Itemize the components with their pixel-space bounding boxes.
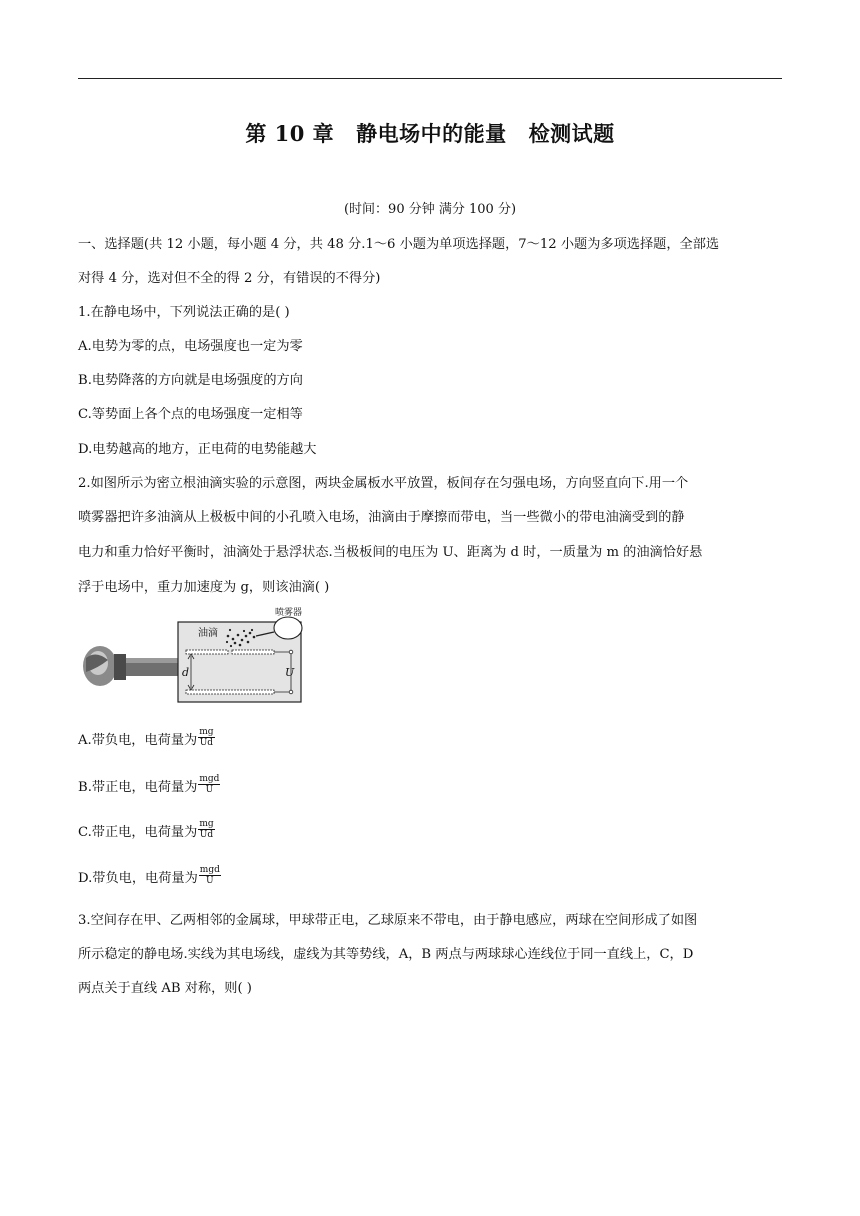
q3-stem-line-2: 所示稳定的静电场.实线为其电场线，虚线为其等势线，A，B 两点与两球球心连线位于同一直线上，C，D [78, 947, 694, 962]
q3-stem-line-1: 3.空间存在甲、乙两相邻的金属球，甲球带正电，乙球原来不带电，由于静电感应，两球在空间形成了如图 [78, 913, 698, 928]
lower-plate [186, 690, 274, 694]
section-instructions-line-1: 一、选择题(共 12 小题，每小题 4 分，共 48 分.1～6 小题为单项选择题，7～12 小题为多项选择题，全部选 [78, 237, 720, 252]
q1-option-a: A.电势为零的点，电场强度也一定为零 [78, 339, 303, 354]
header-rule [78, 78, 782, 79]
q2-option-d: D.带负电，电荷量为 $\frac{\text{mgd}}{U}$ [78, 865, 220, 886]
sprayer-bulb-icon [274, 617, 302, 639]
q2-stem-line-1: 2.如图所示为密立根油滴实验的示意图，两块金属板水平放置，板间存在匀强电场，方向竖直向下.用一个 [78, 476, 689, 491]
sprayer-label: 喷雾器 [275, 608, 303, 618]
millikan-apparatus-figure [78, 606, 323, 706]
upper-plate-left [186, 650, 228, 654]
distance-label: d [182, 666, 190, 679]
title-topic: 静电场中的能量 [356, 121, 507, 146]
q1-stem: 1.在静电场中，下列说法正确的是( ) [78, 305, 290, 320]
charge-fraction: $\frac{mg}{Ud}$ [199, 727, 214, 748]
q2-stem-line-3: 电力和重力恰好平衡时，油滴处于悬浮状态.当极板间的电压为 U、距离为 d 时，一质量为 m 的油滴恰好悬 [78, 545, 703, 560]
q2-stem-line-4: 浮于电场中，重力加速度为 g，则该油滴( ) [78, 580, 330, 595]
q1-option-b: B.电势降落的方向就是电场强度的方向 [78, 373, 303, 388]
microscope-icon [83, 646, 178, 686]
q2-option-a: A.带负电，电荷量为 $\frac{mg}{Ud}$ [78, 727, 214, 748]
q2-option-c: C.带正电，电荷量为 $\frac{mg}{Ud}$ [78, 819, 214, 840]
title-chapter: 第 10 章 [245, 121, 335, 146]
section-instructions-line-2: 对得 4 分，选对但不全的得 2 分，有错误的不得分) [78, 271, 381, 286]
q2-stem-line-2: 喷雾器把许多油滴从上极板中间的小孔喷入电场，油滴由于摩擦而带电，当一些微小的带电油滴受到的静 [78, 510, 685, 525]
q1-option-d: D.电势越高的地方，正电荷的电势能越大 [78, 442, 317, 457]
exam-meta: (时间：90 分钟 满分 100 分) [343, 202, 517, 217]
title-test: 检测试题 [528, 121, 615, 146]
page-title [0, 118, 860, 148]
q3-stem-line-3: 两点关于直线 AB 对称，则( ) [78, 981, 252, 996]
charge-fraction: $\frac{mg}{Ud}$ [199, 819, 214, 840]
q2-option-b: B.带正电，电荷量为 $\frac{\text{mgd}}{U}$ [78, 774, 220, 795]
q1-option-c: C.等势面上各个点的电场强度一定相等 [78, 407, 303, 422]
oil-label: 油滴 [198, 628, 218, 639]
voltage-label: U [285, 666, 295, 679]
charge-fraction: $\frac{\text{mgd}}{U}$ [199, 865, 220, 886]
charge-fraction: $\frac{\text{mgd}}{U}$ [199, 774, 220, 795]
upper-plate-right [232, 650, 274, 654]
